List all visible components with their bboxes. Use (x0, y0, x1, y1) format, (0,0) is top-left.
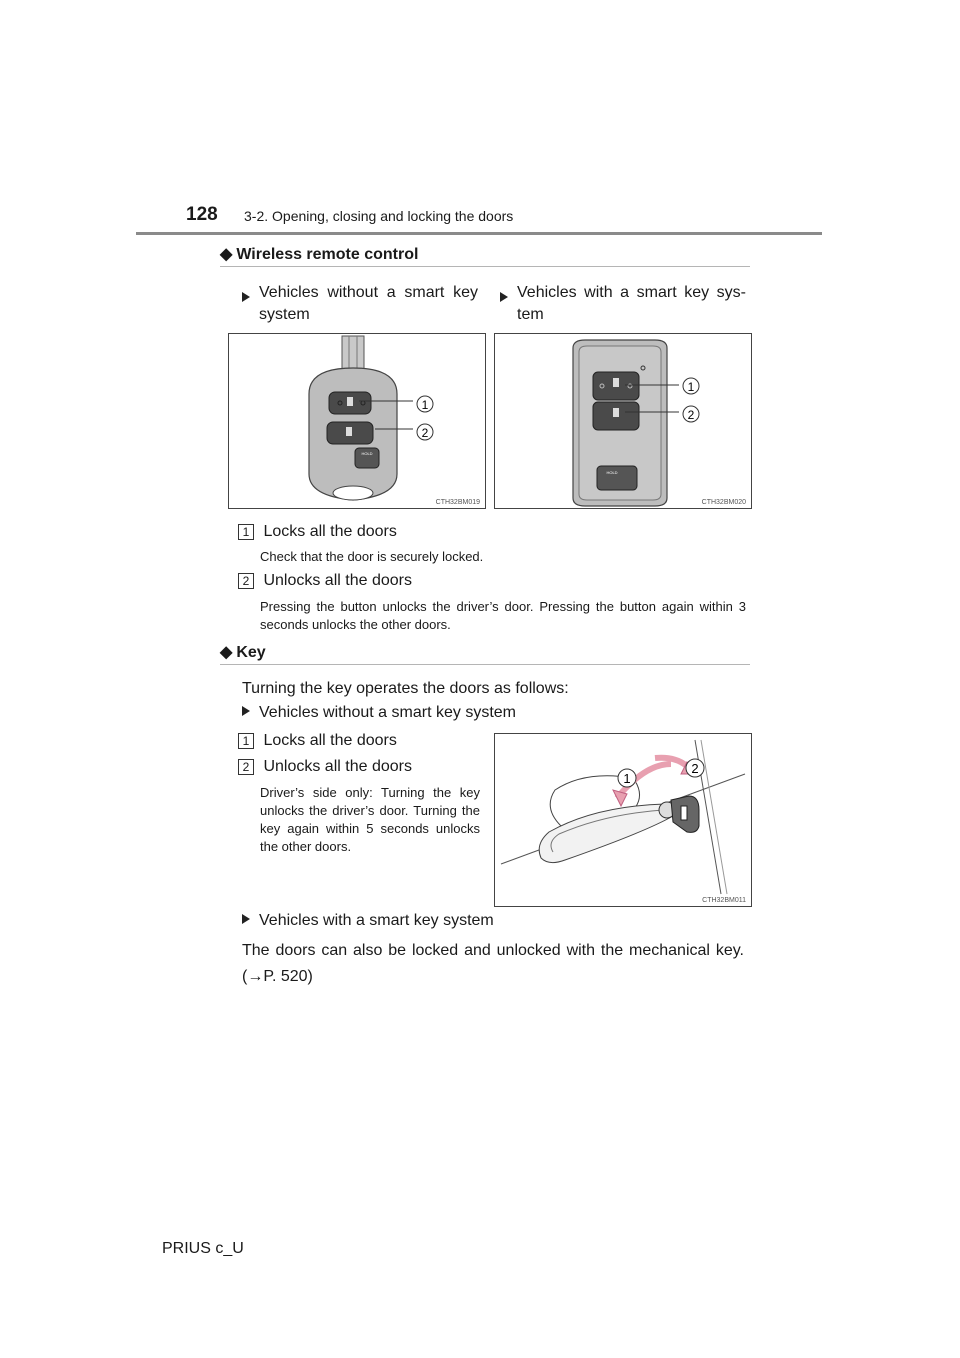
remote-heading-rule (220, 266, 750, 267)
col-left-text: Vehicles without a smart key system (259, 284, 478, 323)
smart-key-illustration (495, 334, 751, 508)
hold-label-left: HOLD (361, 451, 373, 456)
item-number: 2 (238, 573, 254, 589)
mechanical-key-text (242, 938, 744, 990)
hold-label-right: HOLD (606, 470, 618, 475)
key-heading-rule (220, 664, 750, 665)
page-ref-link[interactable]: P. 520 (263, 968, 308, 985)
figure-code-door: CTH32BM011 (702, 897, 746, 904)
figure-code-right: CTH32BM020 (701, 499, 746, 506)
remote-item-1 (238, 521, 397, 543)
remote-heading (220, 244, 418, 264)
key-item-2 (238, 756, 412, 778)
door-key-illustration (495, 734, 751, 906)
key-sub1-text: Vehicles without a smart key system (259, 704, 516, 721)
page-number: 128 (186, 204, 218, 225)
col-left-label (242, 282, 478, 326)
footer-model: PRIUS c_U (162, 1240, 244, 1257)
key-heading (220, 642, 266, 662)
triangle-bullet-icon (242, 706, 250, 716)
key-intro: Turning the key operates the doors as follows: (242, 680, 569, 697)
figure-remote-key (228, 333, 486, 509)
svg-text:2: 2 (687, 408, 695, 422)
section-title: 3-2. Opening, closing and locking the doors (244, 208, 514, 224)
svg-text:1: 1 (623, 771, 631, 786)
remote-item-1-note: Check that the door is securely locked. (260, 549, 484, 564)
item-number: 1 (238, 733, 254, 749)
remote-item-2-note: Pressing the button unlocks the driver’s door. Pressing the button again within 3 seconds unlocks the other doors. (260, 599, 746, 632)
key-item-2-note: Driver’s side only: Turning the key unlocks the driver’s door. Turning the key again within 5 seconds unlocks the other doors. (260, 785, 480, 854)
item-title: Locks all the doors (263, 523, 397, 540)
diamond-icon: ◆ (220, 644, 233, 661)
item-number: 1 (238, 524, 254, 540)
remote-item-2 (238, 570, 412, 592)
close-paren: ) (307, 968, 313, 985)
item-title: Unlocks all the doors (263, 572, 412, 589)
key-sub2 (242, 910, 494, 932)
remote-heading-text: Wireless remote control (236, 246, 419, 263)
svg-text:1: 1 (687, 380, 695, 394)
key-sub2-text: Vehicles with a smart key system (259, 912, 494, 929)
diamond-icon: ◆ (220, 246, 233, 263)
item-title: Locks all the doors (263, 732, 397, 749)
svg-text:1: 1 (421, 398, 429, 412)
triangle-bullet-icon (242, 292, 250, 302)
item-number: 2 (238, 759, 254, 775)
triangle-bullet-icon (242, 914, 250, 924)
key-item-1 (238, 730, 397, 752)
ref-arrow-icon: → (247, 968, 264, 985)
col-right-label (500, 282, 746, 326)
key-sub1 (242, 702, 516, 724)
svg-text:2: 2 (691, 761, 699, 776)
mech-text: The doors can also be locked and unlocked with the mechanical key. ( (242, 942, 744, 985)
figure-door-key (494, 733, 752, 907)
svg-text:2: 2 (421, 426, 429, 440)
figure-smart-key (494, 333, 752, 509)
col-right-text: Vehicles with a smart key sys-tem (517, 284, 746, 323)
key-heading-text: Key (236, 644, 266, 661)
item-title: Unlocks all the doors (263, 758, 412, 775)
header-rule (136, 232, 822, 235)
figure-code-left: CTH32BM019 (435, 499, 480, 506)
triangle-bullet-icon (500, 292, 508, 302)
remote-key-illustration (229, 334, 485, 508)
